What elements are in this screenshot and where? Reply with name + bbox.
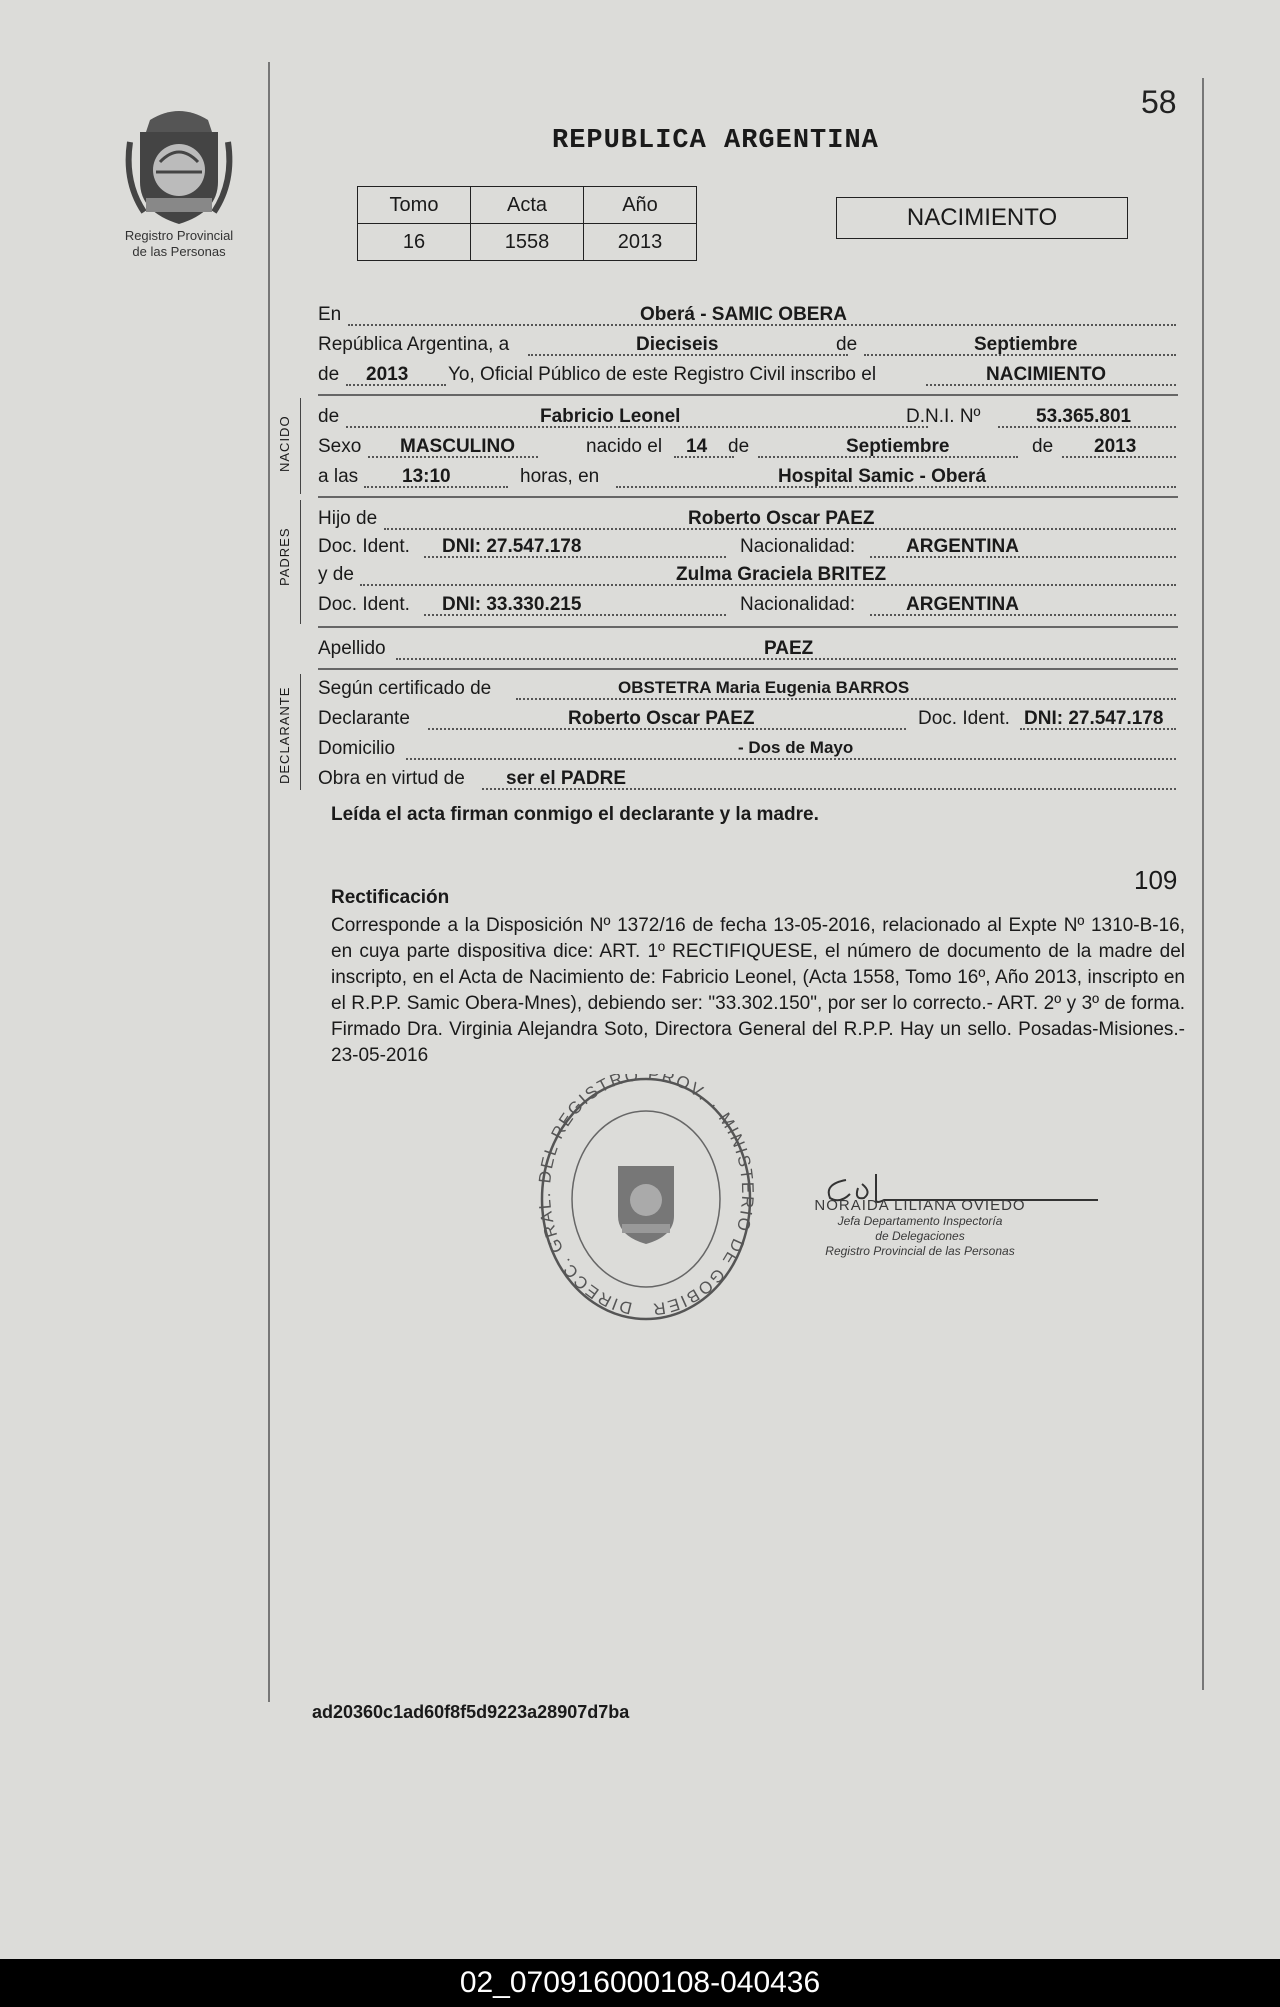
value-obra-en-virtud: ser el PADRE xyxy=(506,768,627,789)
value-acto: NACIMIENTO xyxy=(986,364,1106,385)
province-logo xyxy=(104,102,254,260)
nacido-line-1 xyxy=(318,402,1176,432)
left-margin-rule xyxy=(268,62,270,1702)
label-de-anio: de xyxy=(1032,436,1054,457)
value-domicilio: - Dos de Mayo xyxy=(738,738,854,757)
section-label-nacido: NACIDO xyxy=(277,415,292,472)
label-en: En xyxy=(318,304,342,325)
declarante-line-4 xyxy=(318,764,1176,794)
label-nacido-el: nacido el xyxy=(586,436,663,457)
right-margin-rule xyxy=(1202,78,1204,1690)
logo-caption-line2: de las Personas xyxy=(132,244,226,259)
value-sexo: MASCULINO xyxy=(400,436,516,457)
signer-role-2: de Delegaciones xyxy=(875,1229,965,1243)
page-number: 58 xyxy=(1141,84,1177,120)
value-hora: 13:10 xyxy=(402,466,451,487)
value-apellido: PAEZ xyxy=(764,638,814,659)
closing-statement: Leída el acta firman conmigo el declarante y la madre. xyxy=(331,804,819,825)
intro-line-3 xyxy=(318,360,1176,390)
value-nacionalidad-madre: ARGENTINA xyxy=(906,594,1019,615)
misiones-seal-icon xyxy=(120,102,238,228)
label-de-nombre: de xyxy=(318,406,340,427)
value-nombre-nacido: Fabricio Leonel xyxy=(540,406,681,427)
declarante-line-3 xyxy=(318,734,1176,764)
value-dia-registro: Dieciseis xyxy=(636,334,719,355)
value-declarante: Roberto Oscar PAEZ xyxy=(568,708,755,729)
document-hash: ad20360c1ad60f8f5d9223a28907d7ba xyxy=(312,1702,630,1722)
nacido-line-2 xyxy=(318,432,1176,462)
label-obra-en-virtud: Obra en virtud de xyxy=(318,768,465,789)
label-sexo: Sexo xyxy=(318,436,362,457)
label-oficial: Yo, Oficial Público de este Registro Civil inscribo el xyxy=(448,364,877,385)
nacido-line-3 xyxy=(318,462,1176,492)
value-dia-nacimiento: 14 xyxy=(686,436,708,457)
label-domicilio: Domicilio xyxy=(318,738,396,759)
scan-id-footer: 02_070916000108-040436 xyxy=(0,1959,1280,2007)
signer-role-3: Registro Provincial de las Personas xyxy=(825,1244,1015,1258)
value-madre: Zulma Graciela BRITEZ xyxy=(676,564,887,585)
registry-stamp-icon xyxy=(538,1074,754,1324)
rectification-title: Rectificación xyxy=(331,887,450,908)
label-nacionalidad-madre: Nacionalidad: xyxy=(740,594,856,615)
value-doc-padre: DNI: 27.547.178 xyxy=(442,536,582,557)
registry-reference-table xyxy=(357,186,697,261)
section-nacido xyxy=(277,398,301,494)
label-declarante: Declarante xyxy=(318,708,410,729)
value-dni-nacido: 53.365.801 xyxy=(1036,406,1132,427)
padres-line-3 xyxy=(318,560,1176,590)
official-stamp xyxy=(538,1074,754,1329)
label-horas-en: horas, en xyxy=(520,466,600,487)
value-tomo: 16 xyxy=(358,224,471,261)
label-doc-declarante: Doc. Ident. xyxy=(918,708,1010,729)
signer-name: NORAIDA LILIANA OVIEDO xyxy=(814,1197,1026,1214)
section-label-declarante: DECLARANTE xyxy=(277,686,292,784)
intro-line-1 xyxy=(318,300,1176,330)
label-de-mes: de xyxy=(728,436,750,457)
header-acta: Acta xyxy=(471,187,584,224)
declarante-line-2 xyxy=(318,704,1176,734)
value-anio-registro: 2013 xyxy=(366,364,409,385)
value-doc-declarante: DNI: 27.547.178 xyxy=(1024,708,1164,729)
padres-line-4 xyxy=(318,590,1176,620)
signer-block xyxy=(800,1197,1040,1259)
value-certificado: OBSTETRA Maria Eugenia BARROS xyxy=(618,678,910,697)
value-lugar-nacimiento: Hospital Samic - Oberá xyxy=(778,466,987,487)
label-de: de xyxy=(836,334,858,355)
country-title: REPUBLICA ARGENTINA xyxy=(552,126,879,156)
logo-caption-line1: Registro Provincial xyxy=(124,228,234,243)
header-tomo: Tomo xyxy=(358,187,471,224)
label-apellido: Apellido xyxy=(318,638,386,659)
value-anio-nacimiento: 2013 xyxy=(1094,436,1137,457)
value-anio: 2013 xyxy=(584,224,697,261)
value-mes-nacimiento: Septiembre xyxy=(846,436,950,457)
apellido-line xyxy=(318,634,1176,664)
header-anio: Año xyxy=(584,187,697,224)
label-doc-madre: Doc. Ident. xyxy=(318,594,410,615)
label-certificado: Según certificado de xyxy=(318,678,492,699)
label-republica: República Argentina, a xyxy=(318,334,510,355)
label-de-2: de xyxy=(318,364,340,385)
value-acta: 1558 xyxy=(471,224,584,261)
stamp-ring-text: DIRECC. GRA EL REGISTRO PROV. · MINIS IO DE GOBIER xyxy=(538,1074,754,1320)
section-padres xyxy=(277,500,301,624)
label-a-las: a las xyxy=(318,466,359,487)
value-padre: Roberto Oscar PAEZ xyxy=(688,508,875,529)
value-nacionalidad-padre: ARGENTINA xyxy=(906,536,1019,557)
value-lugar-registro: Oberá - SAMIC OBERA xyxy=(640,304,847,325)
intro-line-2 xyxy=(318,330,1176,360)
label-nacionalidad-padre: Nacionalidad: xyxy=(740,536,856,557)
label-hijo-de: Hijo de xyxy=(318,508,378,529)
label-y-de: y de xyxy=(318,564,354,585)
label-doc-padre: Doc. Ident. xyxy=(318,536,410,557)
label-dni: D.N.I. Nº xyxy=(906,406,981,427)
value-mes-registro: Septiembre xyxy=(974,334,1078,355)
document-type-box: NACIMIENTO xyxy=(836,197,1128,239)
rectification-number: 109 xyxy=(1134,865,1178,895)
rectification-body: Corresponde a la Disposición Nº 1372/16 de fecha 13-05-2016, relacionado al Expte Nº 1310-B-16, en cuya parte dispositiva dice: ART. 1º RECTIFIQUESE, el número de documento de la madre del inscripto, en el Acta de Nacimiento de: Fabricio Leonel, (Acta 1558, Tomo 16º, Año 2013, inscripto en el R.P.P. Samic Obera-Mnes), debiendo ser: "33.302.150", por ser lo correcto.- ART. 2º y 3º de forma. Firmado Dra. Virginia Alejandra Soto, Directora General del R.P.P. Hay un sello. Posadas-Misiones.- 23-05-2016 xyxy=(331,915,1185,1066)
value-doc-madre: DNI: 33.330.215 xyxy=(442,594,582,615)
section-declarante xyxy=(277,674,301,790)
signer-role-1: Jefa Departamento Inspectoría xyxy=(837,1214,1003,1228)
section-label-padres: PADRES xyxy=(277,527,292,586)
declarante-line-1 xyxy=(318,674,1176,704)
